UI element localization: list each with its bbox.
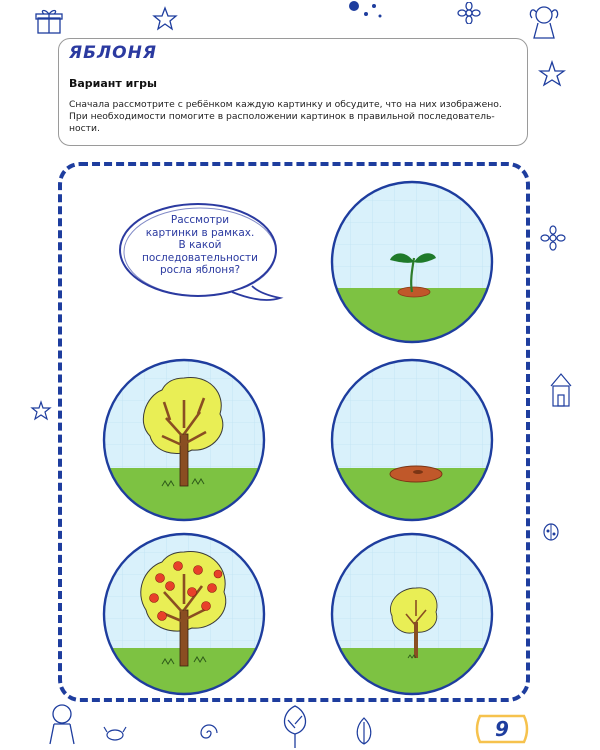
game-variant-heading: Вариант игры bbox=[69, 77, 157, 90]
bubble-line: картинки в рамках. bbox=[145, 226, 255, 239]
girl-doodle-icon bbox=[524, 2, 564, 42]
instructions-text bbox=[69, 99, 524, 135]
house-doodle-icon bbox=[548, 370, 574, 410]
scene-grown-tree[interactable] bbox=[100, 356, 268, 524]
child-doodle-icon bbox=[40, 700, 84, 748]
swirl-doodle-icon bbox=[196, 720, 222, 746]
instructions-line: ности. bbox=[69, 123, 100, 134]
instructions-box bbox=[58, 38, 528, 146]
bubble-line: В какой bbox=[178, 239, 222, 251]
flower-doodle-right-icon bbox=[540, 225, 566, 251]
bubble-text bbox=[134, 214, 266, 277]
star-doodle-icon bbox=[152, 6, 178, 32]
bubble-line: последовательности bbox=[141, 251, 259, 264]
instructions-line: Сначала рассмотрите с ребёнком каждую картинку и обсудите, что на них изображено. bbox=[69, 99, 502, 110]
gift-doodle-icon bbox=[34, 6, 64, 36]
crab-doodle-icon bbox=[102, 722, 128, 744]
scene-small-tree[interactable] bbox=[328, 530, 496, 698]
flower-doodle-icon bbox=[452, 2, 486, 24]
page-number: 9 bbox=[495, 717, 509, 741]
leaf-doodle-icon bbox=[352, 716, 376, 746]
star-doodle-right-icon bbox=[538, 60, 566, 88]
star-doodle-left-icon bbox=[30, 400, 52, 422]
ladybug-doodle-icon bbox=[540, 520, 562, 542]
bubble-line: росла яблоня? bbox=[159, 264, 241, 276]
bubble-line: Рассмотри bbox=[170, 214, 230, 226]
page-number-badge bbox=[472, 712, 532, 746]
instructions-line: При необходимости помогите в расположении картинок в правильной последователь- bbox=[69, 111, 495, 122]
scene-sprout[interactable] bbox=[328, 178, 496, 346]
page-title: ЯБЛОНЯ bbox=[69, 43, 157, 63]
tree-doodle-icon bbox=[276, 702, 314, 750]
ink-dots-doodle-icon bbox=[340, 0, 390, 22]
scene-seed-in-soil[interactable] bbox=[328, 356, 496, 524]
task-bubble bbox=[112, 194, 287, 309]
scene-tree-with-apples[interactable] bbox=[100, 530, 268, 698]
